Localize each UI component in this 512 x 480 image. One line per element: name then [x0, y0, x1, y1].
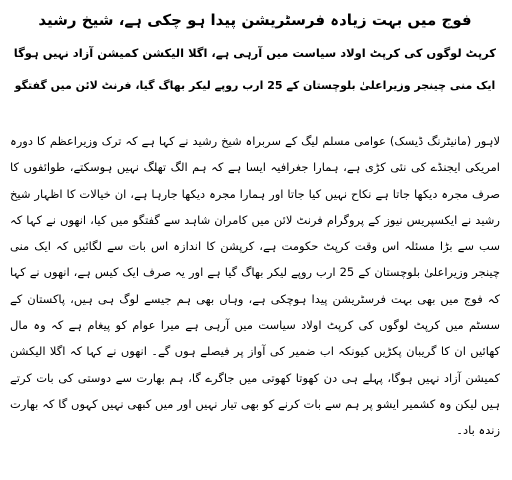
sub-headline-2: ایک منی چینجر وزیراعلیٰ بلوچستان کے 25 ارب روپے لیکر بھاگ گیا، فرنٹ لائن میں گفتگو — [14, 79, 496, 92]
article-body-text: عوامی مسلم لیگ کے سربراہ شیخ رشید نے کہا ہے کہ ترک وزیراعظم کا دورہ امریکی ایجنڈے کی نئی کڑی ہے، ہمارا جغرافیہ ایسا ہے کہ ہم الگ تھلگ نہیں ہوسکتے، طوائفوں کا صرف مجرہ دیکھا جاتا ہے نکاح نہیں کیا جاتا اور ہمارا مجرہ دیکھا جارہا ہے، ان خیالات کا اظہار شیخ رشید نے ایکسپریس نیوز کے پروگرام فرنٹ لائن میں کامران شاہد سے گفتگو میں کیا، انھوں نے کہا کہ سب سے بڑا مسئلہ اس وقت کرپٹ حکومت ہے، کرپشن کا اندازہ اس بات سے لگائیں کہ ایک منی چینجر وزیراعلیٰ بلوچستان کے 25 ارب روپے لیکر بھاگ گیا ہے اور یہ صرف ایک کیس ہے، انھوں نے کہا کہ فوج میں بھی بہت فرسٹریشن پیدا ہوچکی ہے، وہاں بھی ہم جیسے لوگ ہی ہیں، پاکستان کے سسٹم میں کرپٹ لوگوں کی کرپٹ اولاد سیاست میں آرہی ہے میرا عوام کو پیغام ہے کہ وہ مال کھائیں ان کا گریبان پکڑیں کیونکہ اب ضمیر کی آواز پر فیصلے ہوں گے۔ انھوں نے کہا کہ اگلا الیکشن کمیشن آزاد نہیں ہوگا، پہلے ہی دن کھوتا کھوتی میں جاگرے گا، ہم بھارت سے دوستی کی بات کرتے ہیں لیکن وہ کشمیر ایشو پر ہم سے بات کرنے کو بھی تیار نہیں اور میں کبھی نہیں کہوں گا کہ بھارت زندہ باد۔ — [10, 134, 500, 438]
headline-block — [14, 4, 496, 96]
article-paragraph — [10, 128, 500, 444]
main-headline: فوج میں بہت زیادہ فرسٹریشن پیدا ہو چکی ہے، شیخ رشید — [38, 11, 472, 29]
article-body — [10, 128, 500, 444]
sub-headline-1: کرپٹ لوگوں کی کرپٹ اولاد سیاست میں آرہی ہے، اگلا الیکشن کمیشن آزاد نہیں ہوگا — [14, 46, 496, 60]
dateline: لاہور (مانیٹرنگ ڈیسک) — [389, 134, 501, 148]
